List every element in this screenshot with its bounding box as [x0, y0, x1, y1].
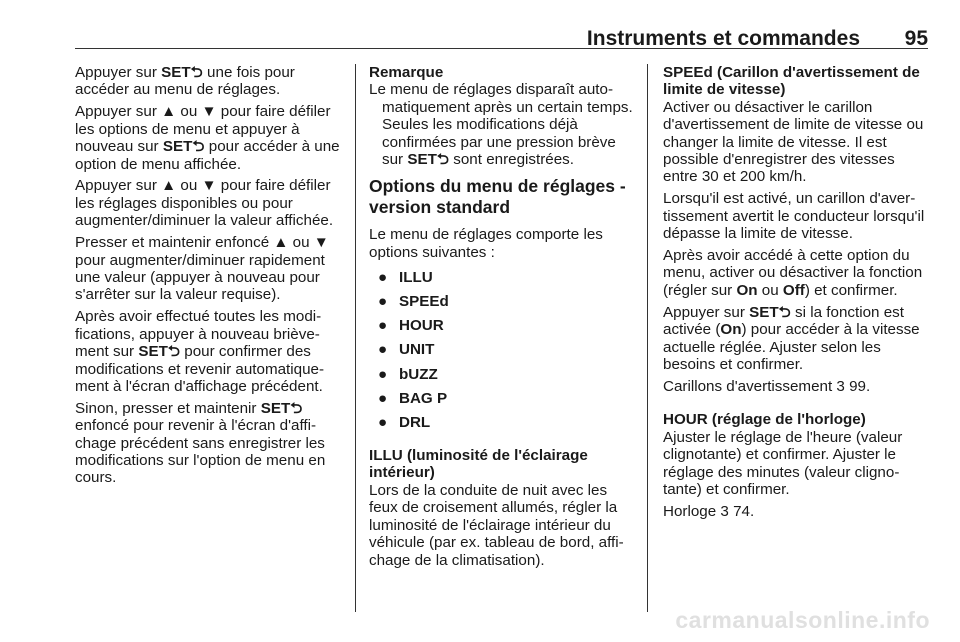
options-list — [369, 266, 633, 435]
header-title: Instruments et commandes — [586, 27, 860, 50]
list-item: ● SPEEd — [369, 290, 633, 314]
up-arrow-icon: ▲ — [161, 177, 177, 195]
subsection-title-illu: ILLU (luminosité de l'éclairage intérieur) — [369, 447, 588, 482]
remark-box — [369, 64, 633, 168]
return-arrow-icon: ⮌ — [190, 64, 203, 81]
paragraph: Activer ou désactiver le carillon d'avertissement de limite de vitesse ou changer la limite de vitesse. Il est possible d'enregistrer des vitesses entre 30 et 200 km/h. — [663, 98, 924, 186]
subsection-title-hour: HOUR (réglage de l'horloge) — [663, 411, 866, 429]
paragraph: Presser et maintenir enfoncé ▲ ou ▼ pour augmenter/diminuer rapidement une valeur (appuyer à nouveau pour s'arrêter sur la valeur requise). — [75, 234, 329, 304]
paragraph: Ajuster le réglage de l'heure (valeur clignotante) et confirmer. Ajuster le réglage des minutes (valeur clignotante) et confirmer. — [663, 428, 903, 498]
list-item: ● BAG P — [369, 387, 633, 411]
up-arrow-icon: ▲ — [273, 234, 289, 252]
paragraph: Appuyer sur SET⮌ une fois pour accéder au menu de réglages. — [75, 64, 295, 99]
list-item: ● ILLU — [369, 266, 633, 290]
bullet-dot-icon: ● — [378, 317, 388, 335]
column-middle — [369, 64, 633, 573]
reference-arrow-icon: 3 — [836, 377, 845, 395]
reference-arrow-icon: 3 — [720, 502, 729, 520]
cross-reference[interactable]: Horloge 3 74. — [663, 502, 755, 520]
list-item: ● UNIT — [369, 338, 633, 362]
return-arrow-icon: ⮌ — [192, 138, 205, 156]
list-item: ● bUZZ — [369, 363, 633, 387]
remark-text: Le menu de réglages disparaît automatiquement après un certain temps. Seules les modifications déjà confirmées par une pression brève sur SET⮌ sont enregistrées. — [369, 81, 633, 169]
bullet-dot-icon: ● — [378, 365, 388, 383]
column-right — [663, 64, 928, 525]
page-header — [75, 0, 928, 49]
set-key: SET⮌ — [161, 64, 203, 81]
paragraph: Appuyer sur SET⮌ si la fonction est activée (On) pour accéder à la vitesse actuelle réglée. Ajuster selon les besoins et confirmer. — [663, 303, 920, 373]
column-divider — [647, 64, 648, 612]
column-divider — [355, 64, 356, 612]
watermark: carmanualsonline.info — [675, 607, 930, 633]
remark-label: Remarque — [369, 64, 444, 81]
list-item: ● DRL — [369, 411, 633, 435]
return-arrow-icon: ⮌ — [290, 399, 303, 417]
paragraph: Après avoir effectué toutes les modifications, appuyer à nouveau brièvement sur SET⮌ pour confirmer des modifications et revenir automatiquement à l'écran d'affichage précédent. — [75, 308, 325, 395]
paragraph: Lors de la conduite de nuit avec les feux de croisement allumés, régler la luminosité de l'éclairage intérieur du véhicule (par ex. tableau de bord, affichage de la climatisation). — [369, 481, 624, 569]
set-key: SET⮌ — [162, 138, 205, 156]
bullet-dot-icon: ● — [378, 292, 388, 310]
down-arrow-icon: ▼ — [201, 103, 217, 121]
set-key: SET⮌ — [260, 399, 303, 417]
cross-reference[interactable]: Carillons d'avertissement 3 99. — [663, 377, 871, 395]
page-number: 95 — [904, 27, 928, 50]
set-key: SET⮌ — [749, 303, 791, 321]
set-key: SET⮌ — [407, 151, 450, 169]
bullet-dot-icon: ● — [378, 268, 388, 286]
column-left — [75, 64, 345, 491]
bullet-dot-icon: ● — [378, 389, 388, 407]
section-title: Options du menu de réglages - version standard — [369, 176, 626, 218]
paragraph: Appuyer sur ▲ ou ▼ pour faire défiler les réglages disponibles ou pour augmenter/diminuer la valeur affichée. — [75, 177, 334, 230]
paragraph: Sinon, presser et maintenir SET⮌ enfoncé pour revenir à l'écran d'affichage précédent sans enregistrer les modifications sur l'option de menu en cours. — [75, 399, 326, 487]
set-key: SET⮌ — [138, 343, 181, 361]
return-arrow-icon: ⮌ — [167, 343, 181, 361]
list-item: ● HOUR — [369, 314, 633, 338]
return-arrow-icon: ⮌ — [436, 151, 450, 169]
up-arrow-icon: ▲ — [161, 103, 177, 121]
paragraph: Appuyer sur ▲ ou ▼ pour faire défiler les options de menu et appuyer à nouveau sur SET⮌ pour accéder à une option de menu affichée. — [75, 103, 340, 173]
bullet-dot-icon: ● — [378, 413, 388, 431]
down-arrow-icon: ▼ — [201, 177, 217, 195]
return-arrow-icon: ⮌ — [778, 303, 791, 321]
subsection-title-speed: SPEEd (Carillon d'avertissement de limite de vitesse) — [663, 64, 920, 99]
bullet-dot-icon: ● — [378, 341, 388, 359]
paragraph: Lorsqu'il est activé, un carillon d'avertissement avertit le conducteur lorsqu'il dépasse la limite de vitesse. — [663, 190, 925, 243]
down-arrow-icon: ▼ — [313, 234, 329, 252]
intro-text: Le menu de réglages comporte les options suivantes : — [369, 226, 603, 261]
paragraph: Après avoir accédé à cette option du menu, activer ou désactiver la fonction (régler sur On ou Off) et confirmer. — [663, 247, 923, 299]
